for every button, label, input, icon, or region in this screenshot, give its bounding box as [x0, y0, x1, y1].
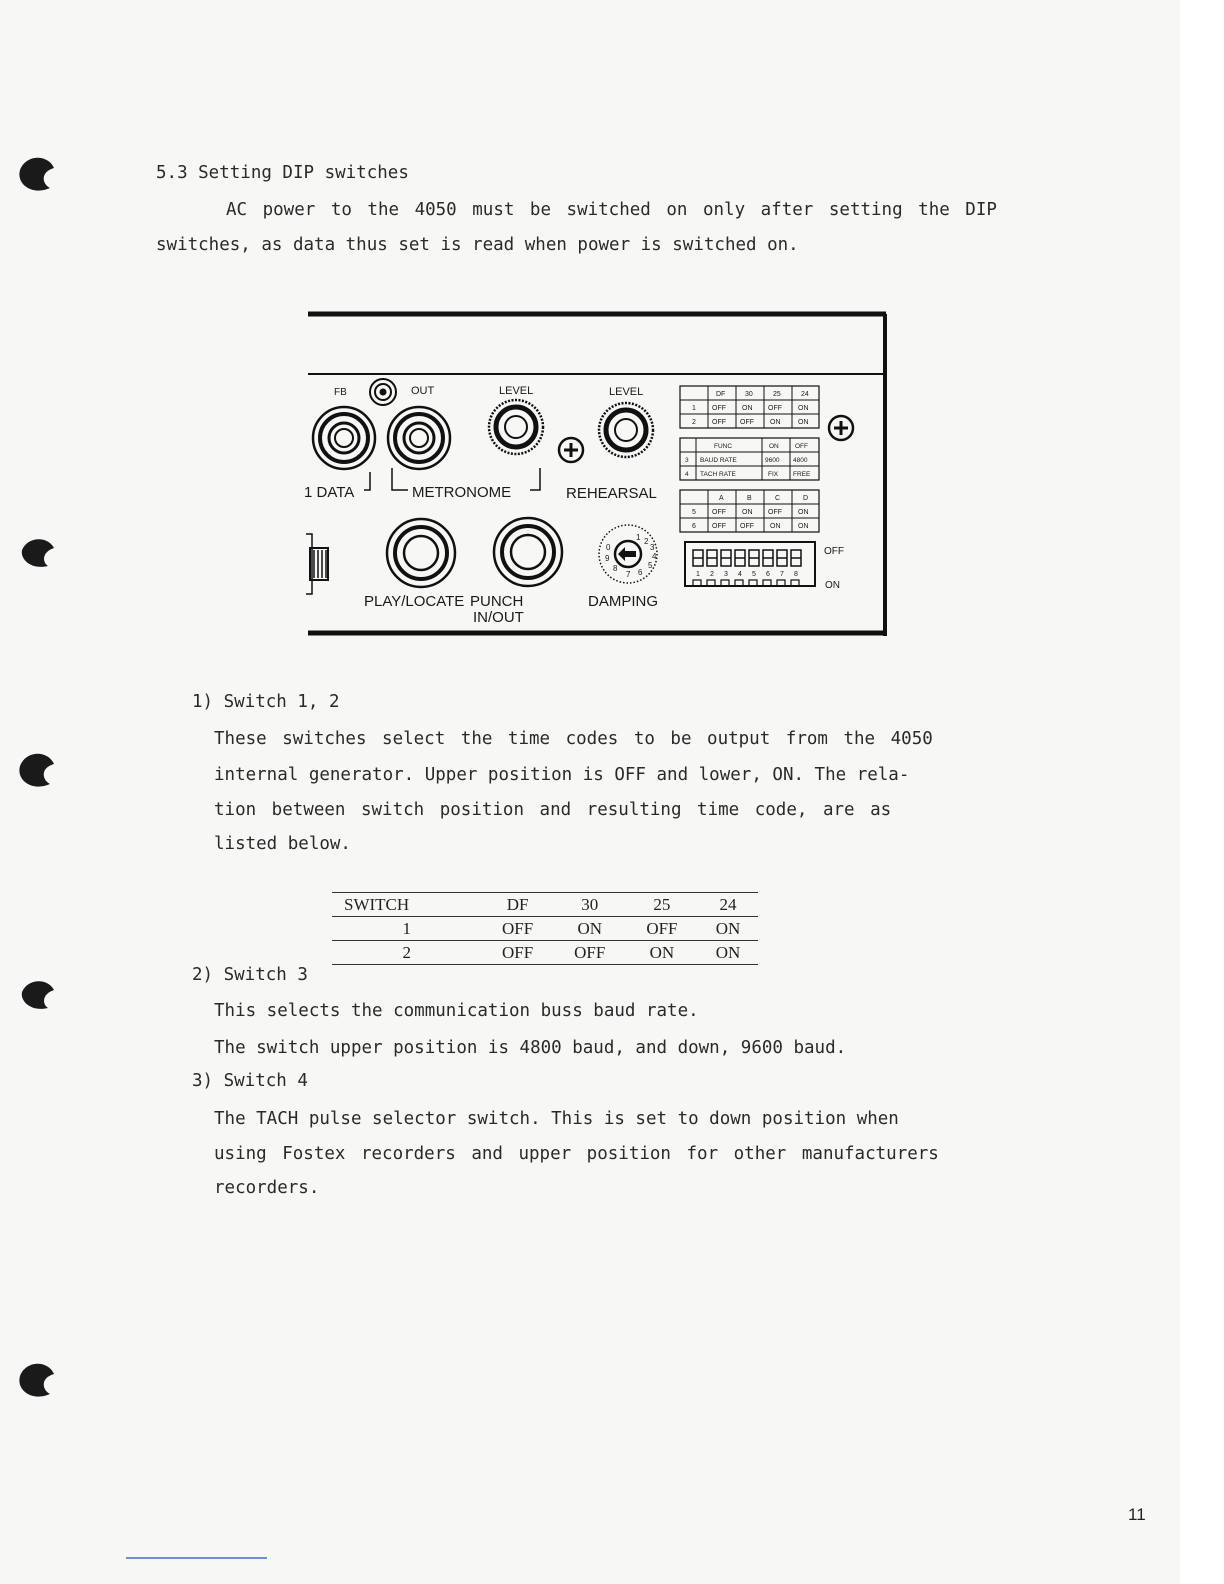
dip-switch-numbers [696, 571, 798, 578]
table-header-row [332, 893, 758, 917]
svg-text:4: 4 [685, 471, 689, 478]
svg-text:24: 24 [801, 391, 809, 398]
svg-text:5: 5 [692, 509, 696, 516]
svg-text:ON: ON [798, 405, 809, 412]
table-cell: ON [554, 917, 626, 941]
svg-text:FREE: FREE [793, 471, 811, 478]
svg-text:9600: 9600 [765, 457, 780, 464]
svg-text:ON: ON [770, 523, 781, 530]
svg-text:4: 4 [738, 571, 742, 578]
svg-text:7: 7 [780, 571, 784, 578]
table-row [332, 941, 758, 965]
metronome-label: METRONOME [412, 484, 512, 501]
damping-label: DAMPING [588, 593, 659, 610]
item-3-line-1: The TACH pulse selector switch. This is set to down position when [214, 1109, 899, 1129]
item-1-title: 1) Switch 1, 2 [192, 692, 340, 712]
scan-mark-line [126, 1557, 267, 1559]
svg-text:ON: ON [742, 405, 753, 412]
intro-line-2: switches, as data thus set is read when power is switched on. [156, 235, 799, 255]
svg-text:2: 2 [710, 571, 714, 578]
svg-text:A: A [719, 495, 724, 502]
svg-text:OFF: OFF [740, 419, 754, 426]
item-2-line-2: The switch upper position is 4800 baud, and down, 9600 baud. [214, 1038, 847, 1058]
panel-table-c [680, 490, 819, 532]
table-header-cell: 25 [626, 893, 698, 917]
svg-text:3: 3 [650, 543, 655, 552]
panel-table-b [680, 438, 819, 480]
out-label: OUT [411, 385, 435, 397]
table-cell: OFF [482, 917, 554, 941]
item-1-line-4: listed below. [214, 834, 351, 854]
page-number: 11 [1128, 1505, 1146, 1524]
svg-text:8: 8 [613, 564, 618, 573]
item-1-line-3: tion between switch position and resulting time code, are as [214, 800, 892, 820]
svg-text:FUNC: FUNC [714, 443, 733, 450]
binder-hole [12, 972, 62, 1022]
table-header-cell: DF [482, 893, 554, 917]
svg-text:ON: ON [742, 509, 753, 516]
table-header-cell: SWITCH [332, 893, 482, 917]
svg-text:2: 2 [692, 419, 696, 426]
svg-text:5: 5 [648, 561, 653, 570]
item-3-line-2: using Fostex recorders and upper position for other manufacturers [214, 1144, 939, 1164]
metronome-level-knob [489, 400, 543, 454]
table-cell: OFF [482, 941, 554, 965]
svg-text:DF: DF [716, 391, 726, 398]
svg-text:8: 8 [794, 571, 798, 578]
svg-text:FIX: FIX [768, 471, 779, 478]
svg-text:ON: ON [798, 419, 809, 426]
fb-label: FB [334, 387, 347, 398]
rehearsal-label: REHEARSAL [566, 485, 657, 502]
svg-text:25: 25 [773, 391, 781, 398]
svg-text:OFF: OFF [795, 443, 808, 450]
screw-icon [559, 438, 583, 462]
data-label: 1 DATA [304, 484, 355, 501]
connector-icon [306, 534, 328, 594]
play-locate-label: PLAY/LOCATE [364, 593, 465, 610]
level-label-2: LEVEL [609, 386, 644, 398]
punch-in-out-jack [494, 518, 562, 586]
svg-text:D: D [803, 495, 809, 502]
item-2-title: 2) Switch 3 [192, 965, 308, 985]
svg-text:OFF: OFF [712, 419, 726, 426]
item-3-line-3: recorders. [214, 1178, 320, 1198]
svg-text:2: 2 [644, 537, 649, 546]
svg-text:OFF: OFF [768, 405, 782, 412]
svg-text:0: 0 [606, 543, 611, 552]
dip-switch-levers [693, 550, 801, 566]
svg-text:ON: ON [770, 419, 781, 426]
svg-text:9: 9 [605, 554, 610, 563]
dip-off-label: OFF [824, 546, 844, 557]
table-header-cell: 24 [698, 893, 758, 917]
level-label-1: LEVEL [499, 385, 534, 397]
binder-hole [12, 530, 62, 580]
table-cell: OFF [626, 917, 698, 941]
switch-time-code-table [332, 892, 758, 965]
item-3-title: 3) Switch 4 [192, 1071, 308, 1091]
svg-text:6: 6 [766, 571, 770, 578]
screw-icon [829, 416, 853, 440]
fb-jack [370, 379, 396, 405]
svg-text:30: 30 [745, 391, 753, 398]
data-jack [313, 407, 375, 469]
svg-text:5: 5 [752, 571, 756, 578]
item-1-line-2: internal generator. Upper position is OFF and lower, ON. The rela- [214, 765, 910, 785]
in-out-label: IN/OUT [473, 609, 524, 626]
svg-text:6: 6 [638, 568, 643, 577]
svg-text:1: 1 [636, 533, 641, 542]
play-locate-jack [387, 519, 455, 587]
svg-text:OFF: OFF [740, 523, 754, 530]
item-2-line-1: This selects the communication buss baud rate. [214, 1001, 699, 1021]
svg-text:6: 6 [692, 523, 696, 530]
svg-text:7: 7 [626, 570, 631, 579]
item-1-line-1: These switches select the time codes to be output from the 4050 [214, 729, 933, 749]
svg-text:ON: ON [798, 509, 809, 516]
front-panel-diagram [304, 310, 890, 640]
table-cell: OFF [554, 941, 626, 965]
svg-text:OFF: OFF [712, 405, 726, 412]
binder-hole [12, 1356, 62, 1406]
svg-text:1: 1 [692, 405, 696, 412]
svg-text:3: 3 [724, 571, 728, 578]
table-cell: ON [626, 941, 698, 965]
table-header-cell: 30 [554, 893, 626, 917]
table-cell: ON [698, 941, 758, 965]
svg-text:C: C [775, 495, 781, 502]
svg-text:BAUD RATE: BAUD RATE [700, 457, 737, 464]
panel-table-a [680, 386, 819, 428]
binder-hole [12, 746, 62, 796]
dip-switch-block [685, 542, 815, 586]
svg-text:OFF: OFF [712, 509, 726, 516]
table-cell: 1 [332, 917, 482, 941]
table-cell: 2 [332, 941, 482, 965]
svg-text:B: B [747, 495, 752, 502]
svg-text:ON: ON [769, 443, 779, 450]
page-right-strip [1180, 0, 1224, 1584]
dip-on-label: ON [825, 580, 840, 591]
section-heading: 5.3 Setting DIP switches [156, 163, 409, 183]
svg-text:ON: ON [798, 523, 809, 530]
rehearsal-level-knob [599, 403, 653, 457]
table-row [332, 917, 758, 941]
svg-text:4: 4 [652, 552, 657, 561]
svg-text:3: 3 [685, 457, 689, 464]
punch-label: PUNCH [470, 593, 524, 610]
metronome-out-jack [388, 407, 450, 469]
binder-hole [12, 150, 62, 200]
svg-text:OFF: OFF [768, 509, 782, 516]
svg-text:TACH RATE: TACH RATE [700, 471, 736, 478]
svg-text:1: 1 [696, 571, 700, 578]
svg-text:4800: 4800 [793, 457, 808, 464]
intro-line-1: AC power to the 4050 must be switched on only after setting the DIP [226, 200, 997, 220]
table-cell: ON [698, 917, 758, 941]
svg-text:OFF: OFF [712, 523, 726, 530]
